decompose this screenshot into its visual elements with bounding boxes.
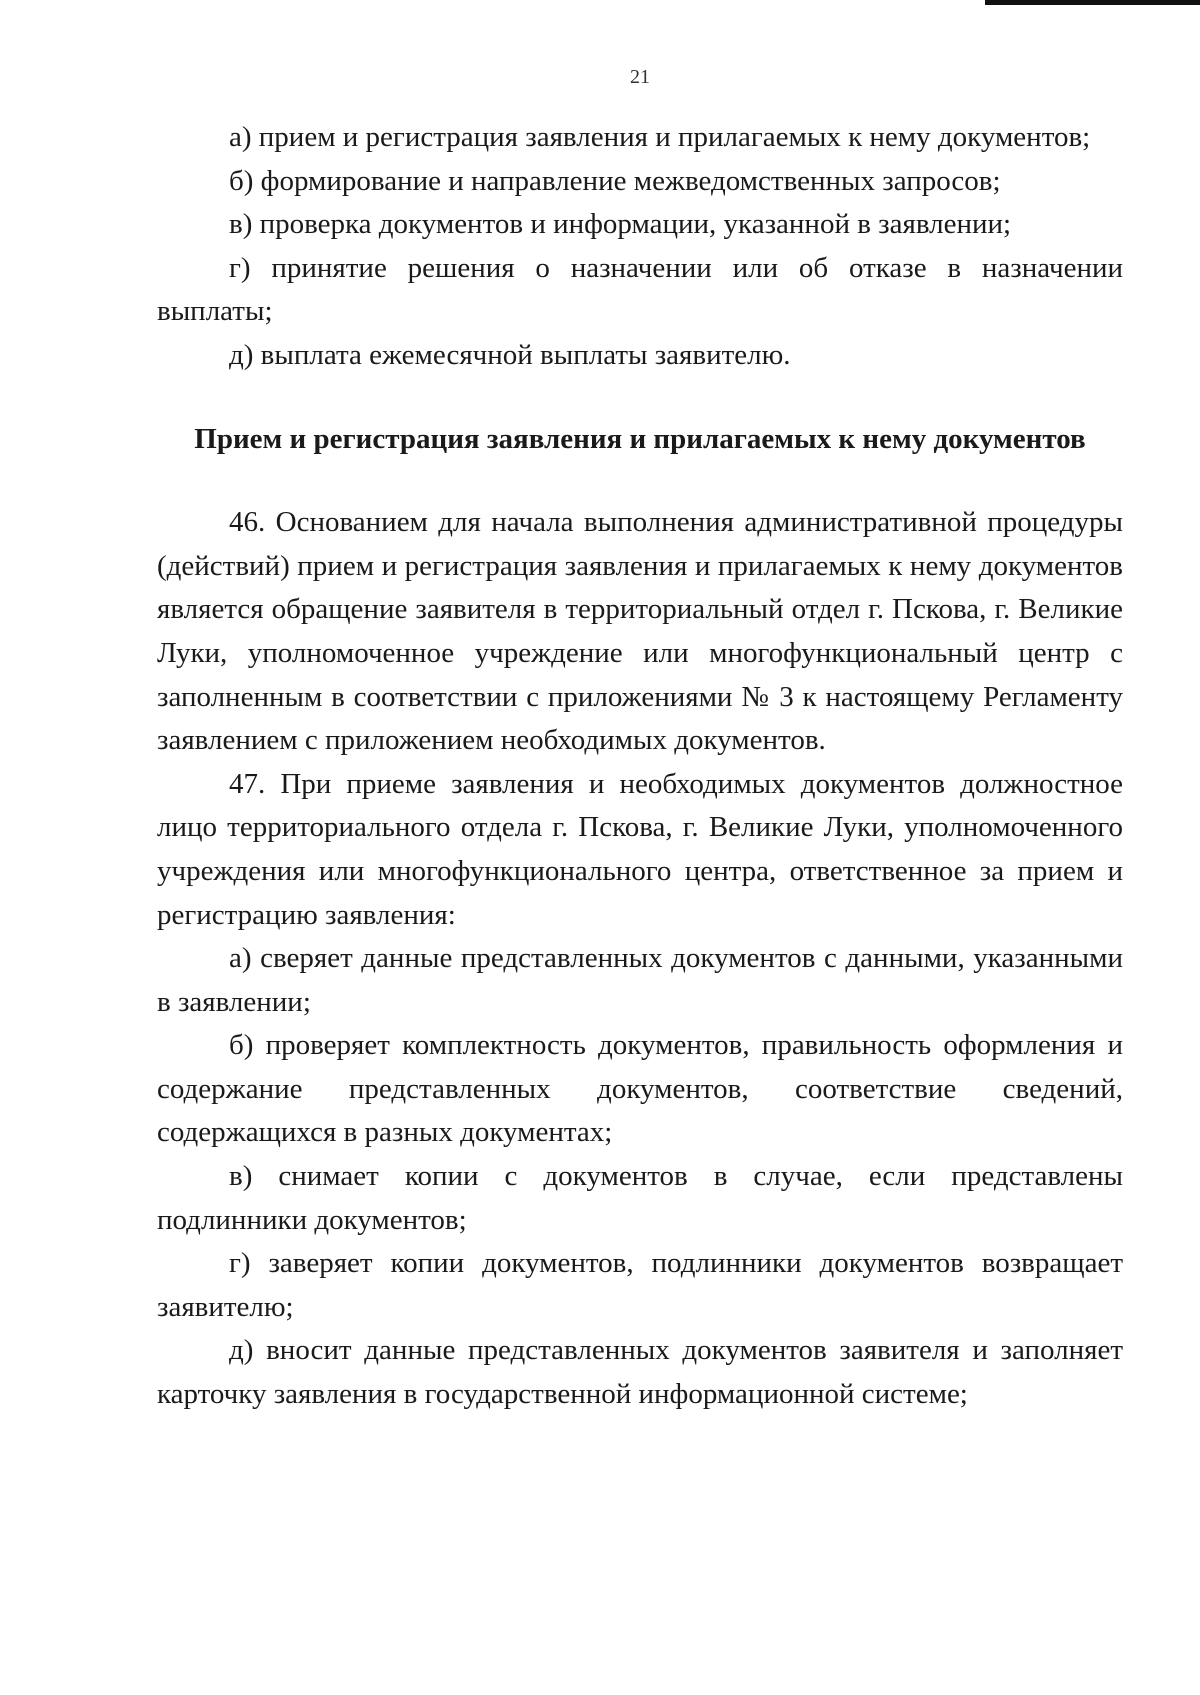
clause-47-sub-d: д) вносит данные представленных документов заявителя и заполняет карточку заявления в государственной информационной системе; (157, 1334, 1123, 1411)
clause-47-intro: 47. При приеме заявления и необходимых документов должностное лицо территориального отдела г. Пскова, г. Великие Луки, уполномоченного учреждения или многофункционального центра, ответственное за прием и регистрацию заявления: (157, 767, 1123, 931)
list-item-b: б) формирование и направление межведомственных запросов; (229, 164, 1001, 197)
section-heading: Прием и регистрация заявления и прилагаемых к нему документов (194, 422, 1086, 455)
spacer (157, 461, 1123, 501)
list-item-g: г) принятие решения о назначении или об отказе в назначении выплаты; (157, 251, 1123, 328)
clause-47-sub-v: в) снимает копии с документов в случае, если представлены подлинники документов; (157, 1160, 1123, 1236)
clause-47-sub-b: б) проверяет комплектность документов, правильность оформления и содержание представленных документов, соответствие сведений, содержащихся в разных документах; (157, 1029, 1123, 1149)
list-item-a: а) прием и регистрация заявления и прилагаемых к нему документов; (229, 121, 1091, 153)
document-body (157, 116, 1123, 1417)
clause-47-sub-a: а) сверяет данные представленных документов с данными, указанными в заявлении; (157, 942, 1123, 1018)
spacer (157, 378, 1123, 418)
list-item-d: д) выплата ежемесячной выплаты заявителю. (229, 338, 791, 371)
page-number: 21 (630, 66, 650, 88)
list-item-v: в) проверка документов и информации, указанной в заявлении; (229, 208, 1012, 241)
clause-47-sub-g: г) заверяет копии документов, подлинники документов возвращает заявителю; (157, 1247, 1123, 1323)
scan-edge-line (985, 0, 1200, 5)
clause-46: 46. Основанием для начала выполнения административной процедуры (действий) прием и регистрация заявления и прилагаемых к нему документов является обращение заявителя в территориальный отдел г. Пскова, г. Великие Луки, уполномоченное учреждение или многофункциональный центр с заполненным в соответствии с приложениями № 3 к настоящему Регламенту заявлением с приложением необходимых документов. (157, 506, 1123, 757)
